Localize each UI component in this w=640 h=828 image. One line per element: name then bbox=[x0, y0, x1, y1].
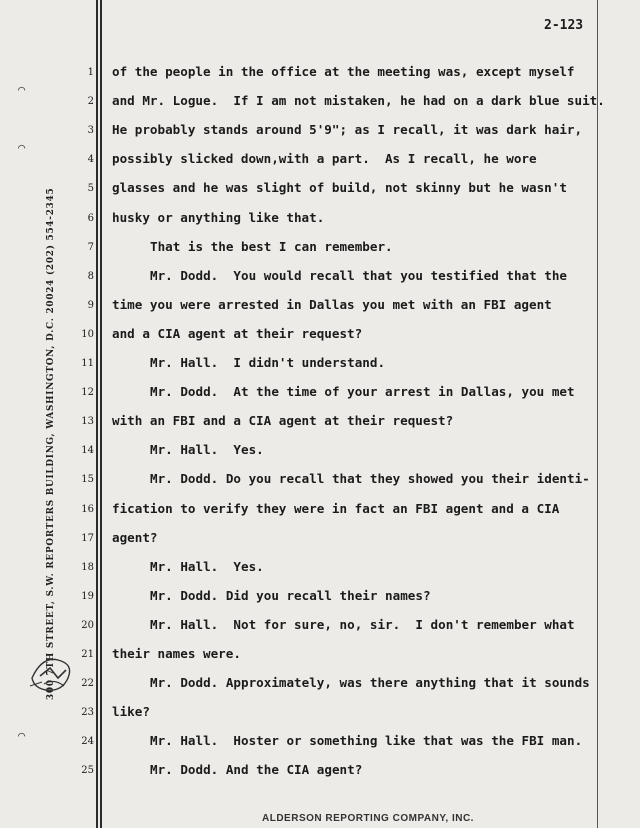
line-number: 21 bbox=[81, 649, 94, 660]
transcript-line bbox=[0, 267, 640, 296]
transcript-line bbox=[0, 150, 640, 179]
punch-mark: ⌒ bbox=[18, 140, 26, 154]
page-number: 2-123 bbox=[544, 18, 584, 33]
line-text: glasses and he was slight of build, not skinny but he wasn't bbox=[112, 180, 567, 196]
line-number: 16 bbox=[81, 503, 94, 515]
line-text: Mr. Hall. I didn't understand. bbox=[150, 355, 386, 370]
line-text: Mr. Dodd. And the CIA agent? bbox=[150, 762, 363, 778]
line-text: Mr. Hall. Yes. bbox=[150, 558, 264, 574]
line-number: 5 bbox=[87, 183, 94, 195]
transcript-line bbox=[0, 441, 640, 470]
transcript-line bbox=[0, 500, 640, 529]
transcript-line bbox=[0, 325, 640, 354]
line-text: Mr. Dodd. You would recall that you testified that the bbox=[150, 267, 568, 283]
line-number: 10 bbox=[81, 328, 94, 340]
line-number: 8 bbox=[87, 270, 94, 282]
line-text: husky or anything like that. bbox=[112, 209, 325, 225]
punch-mark: ⌒ bbox=[18, 728, 26, 742]
transcript-line bbox=[0, 703, 640, 732]
line-number: 11 bbox=[81, 358, 94, 369]
line-number: 4 bbox=[87, 154, 94, 166]
transcript-line bbox=[0, 412, 640, 441]
line-number: 9 bbox=[87, 299, 94, 311]
line-number: 3 bbox=[87, 125, 94, 137]
line-text: and a CIA agent at their request? bbox=[112, 325, 363, 341]
line-text: and Mr. Logue. If I am not mistaken, he had on a dark blue suit. bbox=[112, 93, 605, 109]
line-text: Mr. Dodd. Do you recall that they showed you their identi- bbox=[150, 471, 590, 487]
footer: ALDERSON REPORTING COMPANY, INC. bbox=[262, 813, 474, 824]
line-text: fication to verify they were in fact an FBI agent and a CIA bbox=[112, 500, 560, 516]
transcript-line bbox=[0, 645, 640, 674]
line-text: Mr. Hall. Yes. bbox=[150, 442, 264, 458]
transcript-line bbox=[0, 63, 640, 92]
punch-mark: ⌒ bbox=[18, 82, 26, 96]
transcript-line bbox=[0, 209, 640, 238]
transcript-line bbox=[0, 354, 640, 383]
line-text: possibly slicked down,with a part. As I recall, he wore bbox=[112, 151, 537, 167]
line-text: Mr. Dodd. Approximately, was there anything that it sounds bbox=[150, 675, 590, 691]
line-text: That is the best I can remember. bbox=[150, 238, 393, 254]
line-number: 19 bbox=[81, 590, 94, 602]
line-text: Mr. Hall. Hoster or something like that was the FBI man. bbox=[150, 733, 583, 749]
line-text: Mr. Dodd. At the time of your arrest in Dallas, you met bbox=[150, 384, 575, 400]
transcript-line bbox=[0, 238, 640, 267]
line-number: 2 bbox=[87, 96, 94, 108]
line-number: 7 bbox=[87, 241, 94, 253]
line-number: 23 bbox=[81, 707, 94, 719]
transcript-line bbox=[0, 761, 640, 790]
line-number: 17 bbox=[81, 532, 94, 544]
line-text: their names were. bbox=[112, 646, 241, 661]
line-number: 18 bbox=[81, 561, 94, 573]
line-text: time you were arrested in Dallas you met with an FBI agent bbox=[112, 296, 552, 312]
transcript-line bbox=[0, 470, 640, 499]
line-number: 14 bbox=[81, 445, 94, 457]
line-number: 13 bbox=[81, 416, 94, 428]
line-number: 20 bbox=[81, 619, 94, 631]
line-number: 22 bbox=[81, 678, 94, 690]
line-text: of the people in the office at the meeting was, except myself bbox=[112, 64, 575, 79]
transcript-line bbox=[0, 616, 640, 645]
stamp-mark-icon bbox=[28, 648, 84, 700]
transcript-line bbox=[0, 732, 640, 761]
transcript-line bbox=[0, 383, 640, 412]
line-number: 15 bbox=[81, 474, 94, 486]
transcript-line bbox=[0, 92, 640, 121]
line-text: agent? bbox=[112, 529, 158, 545]
reporter-address-sidebar: 300 7TH STREET, S.W. REPORTERS BUILDING, WASHINGTON, D.C. 20024 (202) 554-2345 bbox=[46, 187, 56, 700]
transcript-line bbox=[0, 587, 640, 616]
line-number: 24 bbox=[81, 736, 94, 748]
line-number: 1 bbox=[87, 67, 94, 78]
transcript-line bbox=[0, 121, 640, 150]
transcript-line bbox=[0, 529, 640, 558]
transcript-line bbox=[0, 296, 640, 325]
line-number: 25 bbox=[81, 765, 94, 777]
line-text: like? bbox=[112, 704, 150, 720]
line-text: He probably stands around 5'9"; as I recall, it was dark hair, bbox=[112, 122, 583, 138]
line-text: Mr. Dodd. Did you recall their names? bbox=[150, 587, 431, 603]
line-number: 12 bbox=[81, 387, 94, 399]
line-text: with an FBI and a CIA agent at their request? bbox=[112, 413, 454, 429]
line-number: 6 bbox=[87, 212, 94, 224]
transcript-line bbox=[0, 674, 640, 703]
transcript-line bbox=[0, 179, 640, 208]
line-text: Mr. Hall. Not for sure, no, sir. I don't remember what bbox=[150, 616, 575, 632]
transcript-line bbox=[0, 558, 640, 587]
